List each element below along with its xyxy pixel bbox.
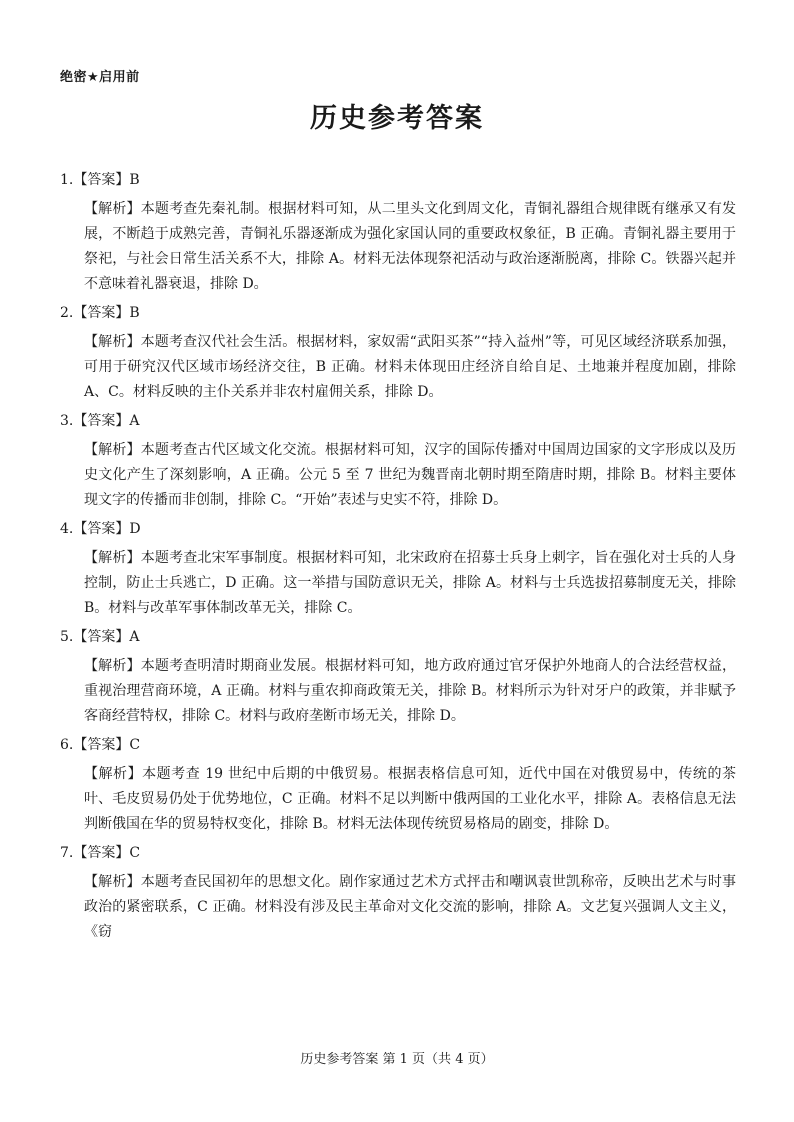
answer-label: 【答案】B: [73, 305, 140, 321]
answer-item-4: [60, 517, 736, 621]
item-number: 4.: [60, 521, 74, 537]
answer-item-6: [60, 733, 736, 837]
item-number: 2.: [60, 305, 74, 321]
answer-line: [60, 625, 736, 650]
answer-item-1: [60, 168, 736, 297]
answer-label: 【答案】A: [73, 413, 140, 429]
answer-label: 【答案】B: [73, 172, 140, 188]
answer-line: [60, 733, 736, 758]
answer-label: 【答案】C: [73, 845, 141, 861]
explanation-text: 【解析】本题考查民国初年的思想文化。剧作家通过艺术方式抨击和嘲讽袁世凯称帝，反映出艺术与时事政治的紧密联系，C 正确。材料没有涉及民主革命对文化交流的影响，排除 A。文艺复兴强调人文主义，《窃: [84, 874, 736, 940]
explanation-text: 【解析】本题考查明清时期商业发展。根据材料可知，地方政府通过官牙保护外地商人的合法经营权益，重视治理营商环境，A 正确。材料与重农抑商政策无关，排除 B。材料所示为针对牙户的政策，并非赋予客商经营特权，排除 C。材料与政府垄断市场无关，排除 D。: [84, 658, 736, 724]
page-title: 历史参考答案: [310, 103, 484, 134]
answer-list: [60, 168, 736, 949]
explanation-text: 【解析】本题考查汉代社会生活。根据材料，家奴需“武阳买茶”“持入益州”等，可见区域经济联系加强，可用于研究汉代区域市场经济交往，B 正确。材料未体现田庄经济自给自足、土地兼并程度加剧，排除 A、C。材料反映的主仆关系并非农村雇佣关系，排除 D。: [84, 334, 736, 400]
answer-line: [60, 517, 736, 542]
explanation-text: 【解析】本题考查古代区域文化交流。根据材料可知，汉字的国际传播对中国周边国家的文字形成以及历史文化产生了深刻影响，A 正确。公元 5 至 7 世纪为魏晋南北朝时期至隋唐时期，排除 B。材料主要体现文字的传播而非创制，排除 C。“开始”表述与史实不符，排除 D。: [84, 442, 736, 508]
page-footer: 历史参考答案 第 1 页（共 4 页）: [300, 1052, 494, 1067]
answer-line: [60, 841, 736, 866]
answer-item-3: [60, 409, 736, 513]
item-number: 5.: [60, 629, 74, 645]
answer-item-7: [60, 841, 736, 945]
item-number: 3.: [60, 413, 74, 429]
answer-line: [60, 409, 736, 434]
answer-item-5: [60, 625, 736, 729]
item-number: 6.: [60, 737, 74, 753]
answer-item-2: [60, 301, 736, 405]
answer-label: 【答案】A: [73, 629, 140, 645]
explanation-text: 【解析】本题考查北宋军事制度。根据材料可知，北宋政府在招募士兵身上刺字，旨在强化对士兵的人身控制，防止士兵逃亡，D 正确。这一举措与国防意识无关，排除 A。材料与士兵选拔招募制度无关，排除 B。材料与改革军事体制改革无关，排除 C。: [84, 550, 736, 616]
answer-label: 【答案】C: [73, 737, 141, 753]
explanation-text: 【解析】本题考查先秦礼制。根据材料可知，从二里头文化到周文化，青铜礼器组合规律既有继承又有发展，不断趋于成熟完善，青铜礼乐器逐渐成为强化家国认同的重要政权象征，B 正确。青铜礼器主要用于祭祀，与社会日常生活关系不大，排除 A。材料无法体现祭祀活动与政治逐渐脱离，排除 C。铁器兴起并不意味着礼器衰退，排除 D。: [84, 201, 736, 292]
answer-line: [60, 168, 736, 193]
answer-label: 【答案】D: [73, 521, 141, 537]
item-number: 1.: [60, 172, 74, 188]
explanation-text: 【解析】本题考查 19 世纪中后期的中俄贸易。根据表格信息可知，近代中国在对俄贸易中，传统的茶叶、毛皮贸易仍处于优势地位，C 正确。材料不足以判断中俄两国的工业化水平，排除 A。表格信息无法判断俄国在华的贸易特权变化，排除 B。材料无法体现传统贸易格局的剧变，排除 D。: [84, 766, 736, 832]
item-number: 7.: [60, 845, 74, 861]
secret-label: 绝密★启用前: [60, 70, 140, 85]
answer-line: [60, 301, 736, 326]
